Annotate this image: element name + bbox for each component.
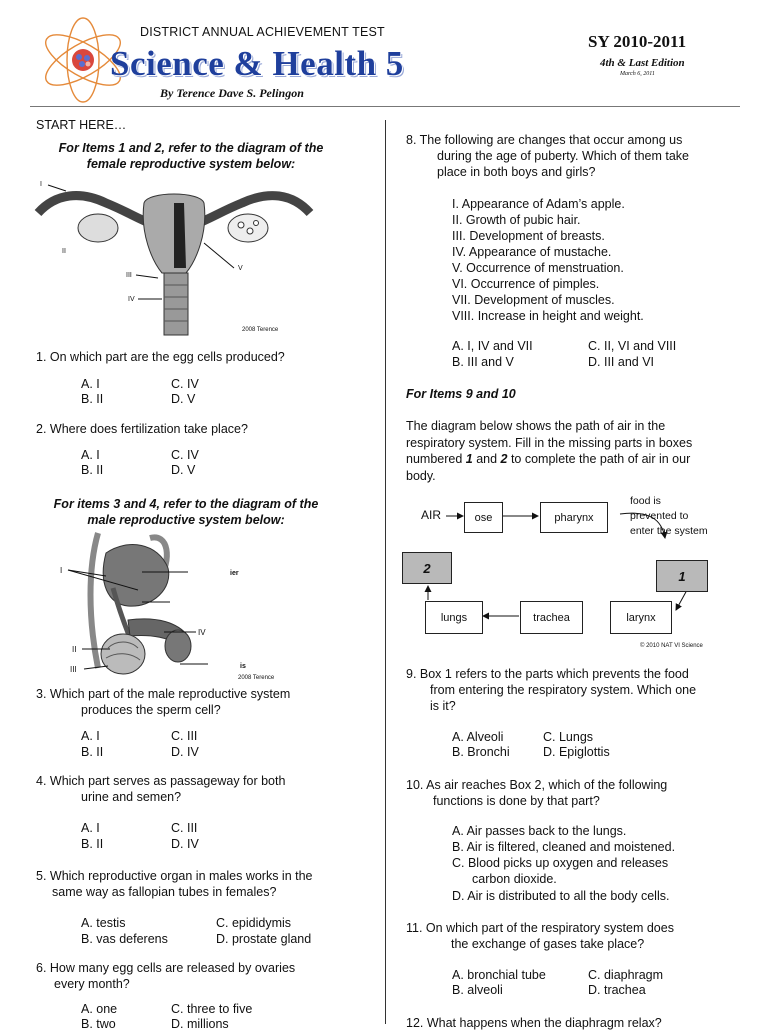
edition: 4th & Last Edition xyxy=(600,57,685,69)
flow-copyright: © 2010 NAT VI Science xyxy=(640,643,703,649)
male-instruction: For items 3 and 4, refer to the diagram of the male reproductive system below: xyxy=(53,497,319,527)
respiratory-intro: The diagram below shows the path of air in the respiratory system. Fill in the missing parts in boxes numbered 1 and 2 to complete the path of air in our body. xyxy=(406,419,693,483)
q11-option-d[interactable]: D. trachea xyxy=(588,983,646,997)
question-6: 6. How many egg cells are released by ovaries every month? xyxy=(36,961,296,991)
lungs-box: lungs xyxy=(425,601,483,634)
male-label-iv: IV xyxy=(198,628,206,637)
q6-option-a[interactable]: A. one xyxy=(81,1002,118,1016)
q2-option-d[interactable]: D. V xyxy=(171,463,196,477)
q2-option-b[interactable]: B. II xyxy=(81,463,104,477)
question-8: 8. The following are changes that occur among us during the age of puberty. Which of them take place in both boys and girls? xyxy=(406,133,689,179)
header-rule xyxy=(30,106,740,107)
q8-option-c[interactable]: C. II, VI and VIII xyxy=(588,339,677,353)
q3-option-c[interactable]: C. III xyxy=(171,729,198,743)
list-item: II. Growth of pubic hair. xyxy=(452,213,581,227)
q10-option-a[interactable]: A. Air passes back to the lungs. xyxy=(452,824,627,838)
items-9-10-heading: For Items 9 and 10 xyxy=(406,387,516,401)
q6-option-b[interactable]: B. two xyxy=(81,1017,116,1031)
question-12: 12. What happens when the diaphragm relax? xyxy=(406,1016,662,1030)
male-label-cut-2: is xyxy=(240,663,246,670)
start-here: START HERE… xyxy=(36,118,127,132)
test-name: DISTRICT ANNUAL ACHIEVEMENT TEST xyxy=(140,25,385,39)
q8-option-a[interactable]: A. I, IV and VII xyxy=(452,339,533,353)
question-5: 5. Which reproductive organ in males works in the same way as fallopian tubes in females? xyxy=(36,869,313,899)
q9-option-c[interactable]: C. Lungs xyxy=(543,730,594,744)
female-label-v: V xyxy=(238,265,243,272)
list-item: VI. Occurrence of pimples. xyxy=(452,277,600,291)
pharynx-box: pharynx xyxy=(540,502,608,533)
question-10: 10. As air reaches Box 2, which of the following functions is done by that part? xyxy=(406,778,668,808)
header-title: Science & Health 5 xyxy=(110,44,404,83)
q2-option-a[interactable]: A. I xyxy=(81,448,100,462)
question-3: 3. Which part of the male reproductive system produces the sperm cell? xyxy=(36,687,291,717)
q9-option-a[interactable]: A. Alveoli xyxy=(452,730,504,744)
q6-option-c[interactable]: C. three to five xyxy=(171,1002,253,1016)
q9-option-b[interactable]: B. Bronchi xyxy=(452,745,510,759)
question-1: 1. On which part are the egg cells produced? xyxy=(36,350,285,364)
answer-box-2[interactable]: 2 xyxy=(402,552,452,584)
list-item: III. Development of breasts. xyxy=(452,229,605,243)
male-copyright: 2008 Terence xyxy=(238,675,275,681)
male-label-iii: III xyxy=(70,665,77,674)
q1-option-a[interactable]: A. I xyxy=(81,377,100,391)
answer-box-1[interactable]: 1 xyxy=(656,560,708,592)
q5-option-a[interactable]: A. testis xyxy=(81,916,126,930)
q1-option-b[interactable]: B. II xyxy=(81,392,104,406)
female-instruction: For Items 1 and 2, refer to the diagram of the female reproductive system below: xyxy=(58,141,324,171)
question-4: 4. Which part serves as passageway for both urine and semen? xyxy=(36,774,286,804)
q8-option-d[interactable]: D. III and VI xyxy=(588,355,655,369)
male-label-ii: II xyxy=(72,645,77,654)
q5-option-b[interactable]: B. vas deferens xyxy=(81,932,168,946)
list-item: VIII. Increase in height and weight. xyxy=(452,309,644,323)
air-label: AIR xyxy=(421,508,442,522)
list-item: VII. Development of muscles. xyxy=(452,293,615,307)
female-reproductive-diagram xyxy=(36,173,312,338)
list-item: V. Occurrence of menstruation. xyxy=(452,261,624,275)
q4-option-c[interactable]: C. III xyxy=(171,821,198,835)
q8-option-b[interactable]: B. III and V xyxy=(452,355,514,369)
female-label-iii: III xyxy=(126,272,132,279)
puberty-change-list xyxy=(452,196,644,324)
trachea-box: trachea xyxy=(520,601,583,634)
list-item: I. Appearance of Adam’s apple. xyxy=(452,197,625,211)
q11-option-c[interactable]: C. diaphragm xyxy=(588,968,664,982)
list-item: IV. Appearance of mustache. xyxy=(452,245,612,259)
female-label-iv: IV xyxy=(128,296,135,303)
question-2: 2. Where does fertilization take place? xyxy=(36,422,248,436)
column-divider xyxy=(385,120,386,1024)
larynx-box: larynx xyxy=(610,601,672,634)
q10-option-d[interactable]: D. Air is distributed to all the body cells. xyxy=(452,889,670,903)
question-11: 11. On which part of the respiratory system does the exchange of gases take place? xyxy=(406,921,674,951)
q10-option-c[interactable]: C. Blood picks up oxygen and releases xyxy=(452,856,669,870)
female-label-ii: II xyxy=(62,248,66,255)
q5-option-c[interactable]: C. epididymis xyxy=(216,916,292,930)
female-copyright: 2008 Terence xyxy=(242,327,279,333)
male-label-i: I xyxy=(60,566,63,575)
food-note: food is prevented to enter the system xyxy=(630,495,708,537)
q5-option-d[interactable]: D. prostate gland xyxy=(216,932,312,946)
q2-option-c[interactable]: C. IV xyxy=(171,448,199,462)
edition-date: March 6, 2011 xyxy=(620,71,655,77)
q4-option-b[interactable]: B. II xyxy=(81,837,104,851)
q1-option-d[interactable]: D. V xyxy=(171,392,196,406)
q9-option-d[interactable]: D. Epiglottis xyxy=(543,745,610,759)
q3-option-d[interactable]: D. IV xyxy=(171,745,199,759)
school-year: SY 2010-2011 xyxy=(588,32,687,51)
q3-option-b[interactable]: B. II xyxy=(81,745,104,759)
q10-option-b[interactable]: B. Air is filtered, cleaned and moistened. xyxy=(452,840,676,854)
q11-option-a[interactable]: A. bronchial tube xyxy=(452,968,546,982)
q3-option-a[interactable]: A. I xyxy=(81,729,100,743)
q10-option-c-cont: carbon dioxide. xyxy=(472,872,557,886)
nose-box: ose xyxy=(464,502,503,533)
male-label-cut-1: ier xyxy=(230,570,239,577)
author: By Terence Dave S. Pelingon xyxy=(160,86,304,100)
male-reproductive-diagram xyxy=(58,528,275,683)
question-9: 9. Box 1 refers to the parts which prevents the food from entering the respiratory system. Which one is it? xyxy=(406,667,697,713)
q6-option-d[interactable]: D. millions xyxy=(171,1017,229,1031)
q4-option-a[interactable]: A. I xyxy=(81,821,100,835)
female-label-i: I xyxy=(40,181,42,188)
q11-option-b[interactable]: B. alveoli xyxy=(452,983,503,997)
q4-option-d[interactable]: D. IV xyxy=(171,837,199,851)
q1-option-c[interactable]: C. IV xyxy=(171,377,199,391)
